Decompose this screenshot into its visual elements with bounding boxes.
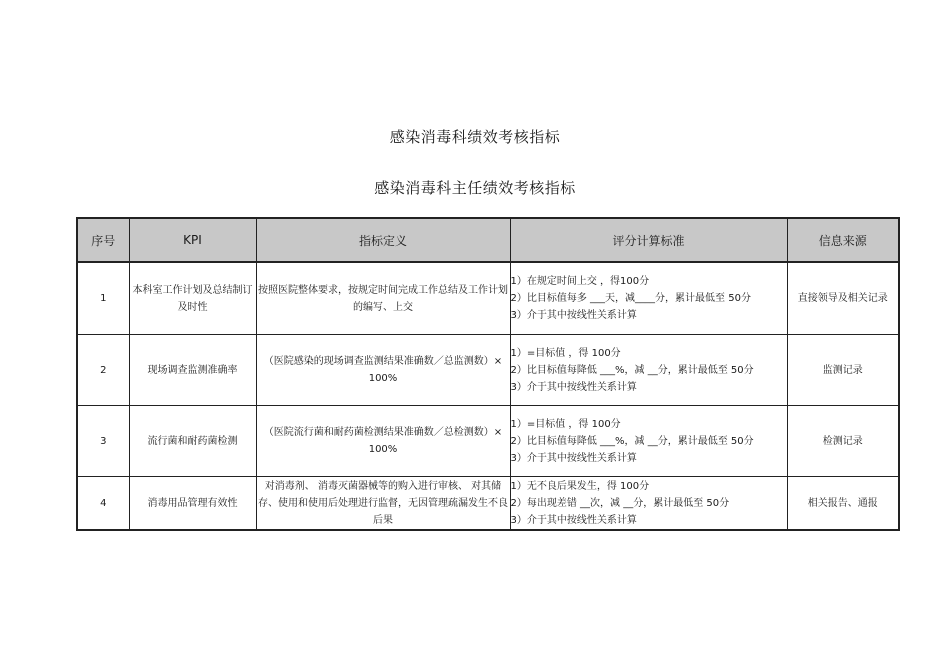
- criteria-line: 1）=目标值 ，得 100分: [510, 347, 621, 359]
- document-subtitle: 感染消毒科主任绩效考核指标: [374, 179, 576, 197]
- table-row: [77, 262, 899, 335]
- table-row: [77, 477, 899, 531]
- table-row: [77, 335, 899, 406]
- criteria-line: 2）比目标值每多 ___天，减____分，累计最低至 50分: [510, 293, 751, 304]
- criteria-line: 1）无不良后果发生，得 100分: [510, 480, 650, 492]
- row-criteria: [510, 335, 787, 406]
- criteria-line: 2）比目标值每降低 ___%，减 __分，累计最低至 50分: [510, 364, 754, 376]
- row-source: 监测记录: [787, 335, 899, 406]
- row-index: 2: [77, 335, 129, 406]
- row-index: 1: [77, 262, 129, 335]
- row-kpi: 消毒用品管理有效性: [129, 477, 256, 531]
- row-kpi: 现场调查监测准确率: [129, 335, 256, 406]
- criteria-line: 1）=目标值 ，得 100分: [510, 418, 621, 430]
- row-definition: （医院流行菌和耐药菌检测结果准确数／总检测数）× 100%: [256, 406, 510, 477]
- table-row: [77, 406, 899, 477]
- header-definition: 指标定义: [256, 218, 510, 262]
- criteria-line: 2）每出现差错 __次，减 __分，累计最低至 50分: [510, 497, 730, 509]
- row-kpi: 本科室工作计划及总结制订及时性: [129, 262, 256, 335]
- header-criteria: 评分计算标准: [510, 218, 787, 262]
- row-criteria: [510, 406, 787, 477]
- header-index: 序号: [77, 218, 129, 262]
- row-index: 3: [77, 406, 129, 477]
- document-title: 感染消毒科绩效考核指标: [389, 128, 561, 146]
- row-definition: 按照医院整体要求，按规定时间完成工作总结及工作计划的编写、上交: [256, 262, 510, 335]
- row-kpi: 流行菌和耐药菌检测: [129, 406, 256, 477]
- table-header-row: [77, 218, 899, 262]
- row-criteria: [510, 262, 787, 335]
- criteria-line: 1）在规定时间上交 ，得100分: [510, 276, 650, 287]
- criteria-line: 2）比目标值每降低 ___%，减 __分，累计最低至 50分: [510, 435, 754, 447]
- criteria-line: 3）介于其中按线性关系计算: [510, 452, 637, 464]
- row-index: 4: [77, 477, 129, 531]
- row-definition: （医院感染的现场调查监测结果准确数／总监测数）× 100%: [256, 335, 510, 406]
- row-source: 检测记录: [787, 406, 899, 477]
- row-definition: 对消毒剂、 消毒灭菌器械等的购入进行审核、 对其储存、使用和使用后处理进行监督，无因管理疏漏发生不良后果: [256, 477, 510, 531]
- kpi-table: [76, 217, 900, 531]
- header-source: 信息来源: [787, 218, 899, 262]
- row-criteria: [510, 477, 787, 531]
- criteria-line: 3）介于其中按线性关系计算: [510, 514, 637, 526]
- criteria-line: 3）介于其中按线性关系计算: [510, 381, 637, 393]
- row-source: 直接领导及相关记录: [787, 262, 899, 335]
- row-source: 相关报告、通报: [787, 477, 899, 531]
- header-kpi: KPI: [129, 218, 256, 262]
- criteria-line: 3）介于其中按线性关系计算: [510, 310, 637, 321]
